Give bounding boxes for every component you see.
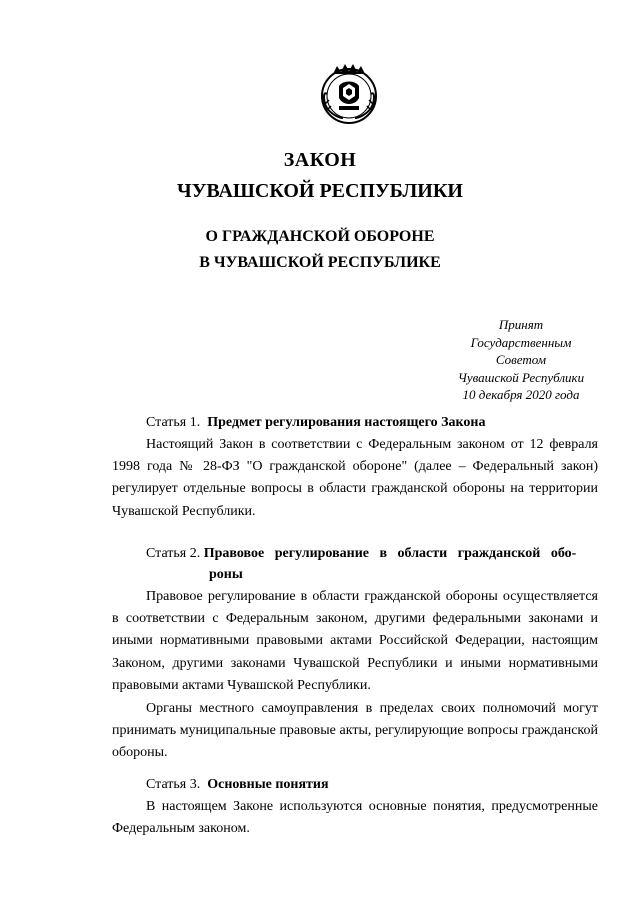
adoption-date: 10 декабря 2020 года — [462, 387, 580, 403]
article-number: Статья 2. — [146, 546, 201, 561]
adoption-line: Чувашской Республики — [457, 369, 585, 385]
law-subject-line1: О ГРАЖДАНСКОЙ ОБОРОНЕ — [205, 228, 435, 245]
article-2-heading — [146, 543, 576, 565]
article-3-paragraph: В настоящем Законе используются основные понятия, предусмотренные Федеральным законом. — [112, 799, 598, 837]
article-title-line2: роны — [209, 567, 243, 582]
article-title: Предмет регулирования настоящего Закона — [207, 415, 486, 430]
adoption-note — [336, 316, 596, 404]
article-title-line1: Правовое регулирование в области гражданской обо- — [203, 546, 577, 561]
article-title: Основные понятия — [207, 777, 329, 792]
article-3-heading — [146, 774, 329, 796]
article-2-paragraph: Органы местного самоуправления в пределах своих полномочий могут принимать муниципальные правовые акты, регулирующие вопросы гражданской обороны. — [112, 701, 598, 761]
article-1-paragraph: Настоящий Закон в соответствии с Федеральным законом от 12 февраля 1998 года № 28-ФЗ "О гражданской обороне" (далее – Федеральный закон) регулирует отдельные вопросы в области гражданской обороны на территории Чувашской Республики. — [112, 437, 598, 519]
law-title: ЗАКОН — [283, 149, 357, 171]
article-2-heading-cont — [209, 564, 243, 586]
adoption-line: Государственным Советом — [470, 334, 572, 368]
article-1-heading — [146, 412, 485, 434]
article-number: Статья 1. — [146, 415, 201, 430]
republic-title: ЧУВАШСКОЙ РЕСПУБЛИКИ — [177, 180, 463, 202]
coat-of-arms-emblem — [313, 56, 385, 128]
law-subject-line2: В ЧУВАШСКОЙ РЕСПУБЛИКЕ — [199, 254, 441, 271]
article-2-paragraph: Правовое регулирование в области гражданской обороны осуществляется в соответствии с Федеральным законом, другими федеральными законами и иными нормативными правовыми актами Российской Федерации, настоящим Законом, другими законами Чувашской Республики и иными нормативными правовыми актами Чувашской Республики. — [112, 589, 598, 693]
adoption-line: Принят — [498, 317, 544, 332]
article-number: Статья 3. — [146, 777, 201, 792]
